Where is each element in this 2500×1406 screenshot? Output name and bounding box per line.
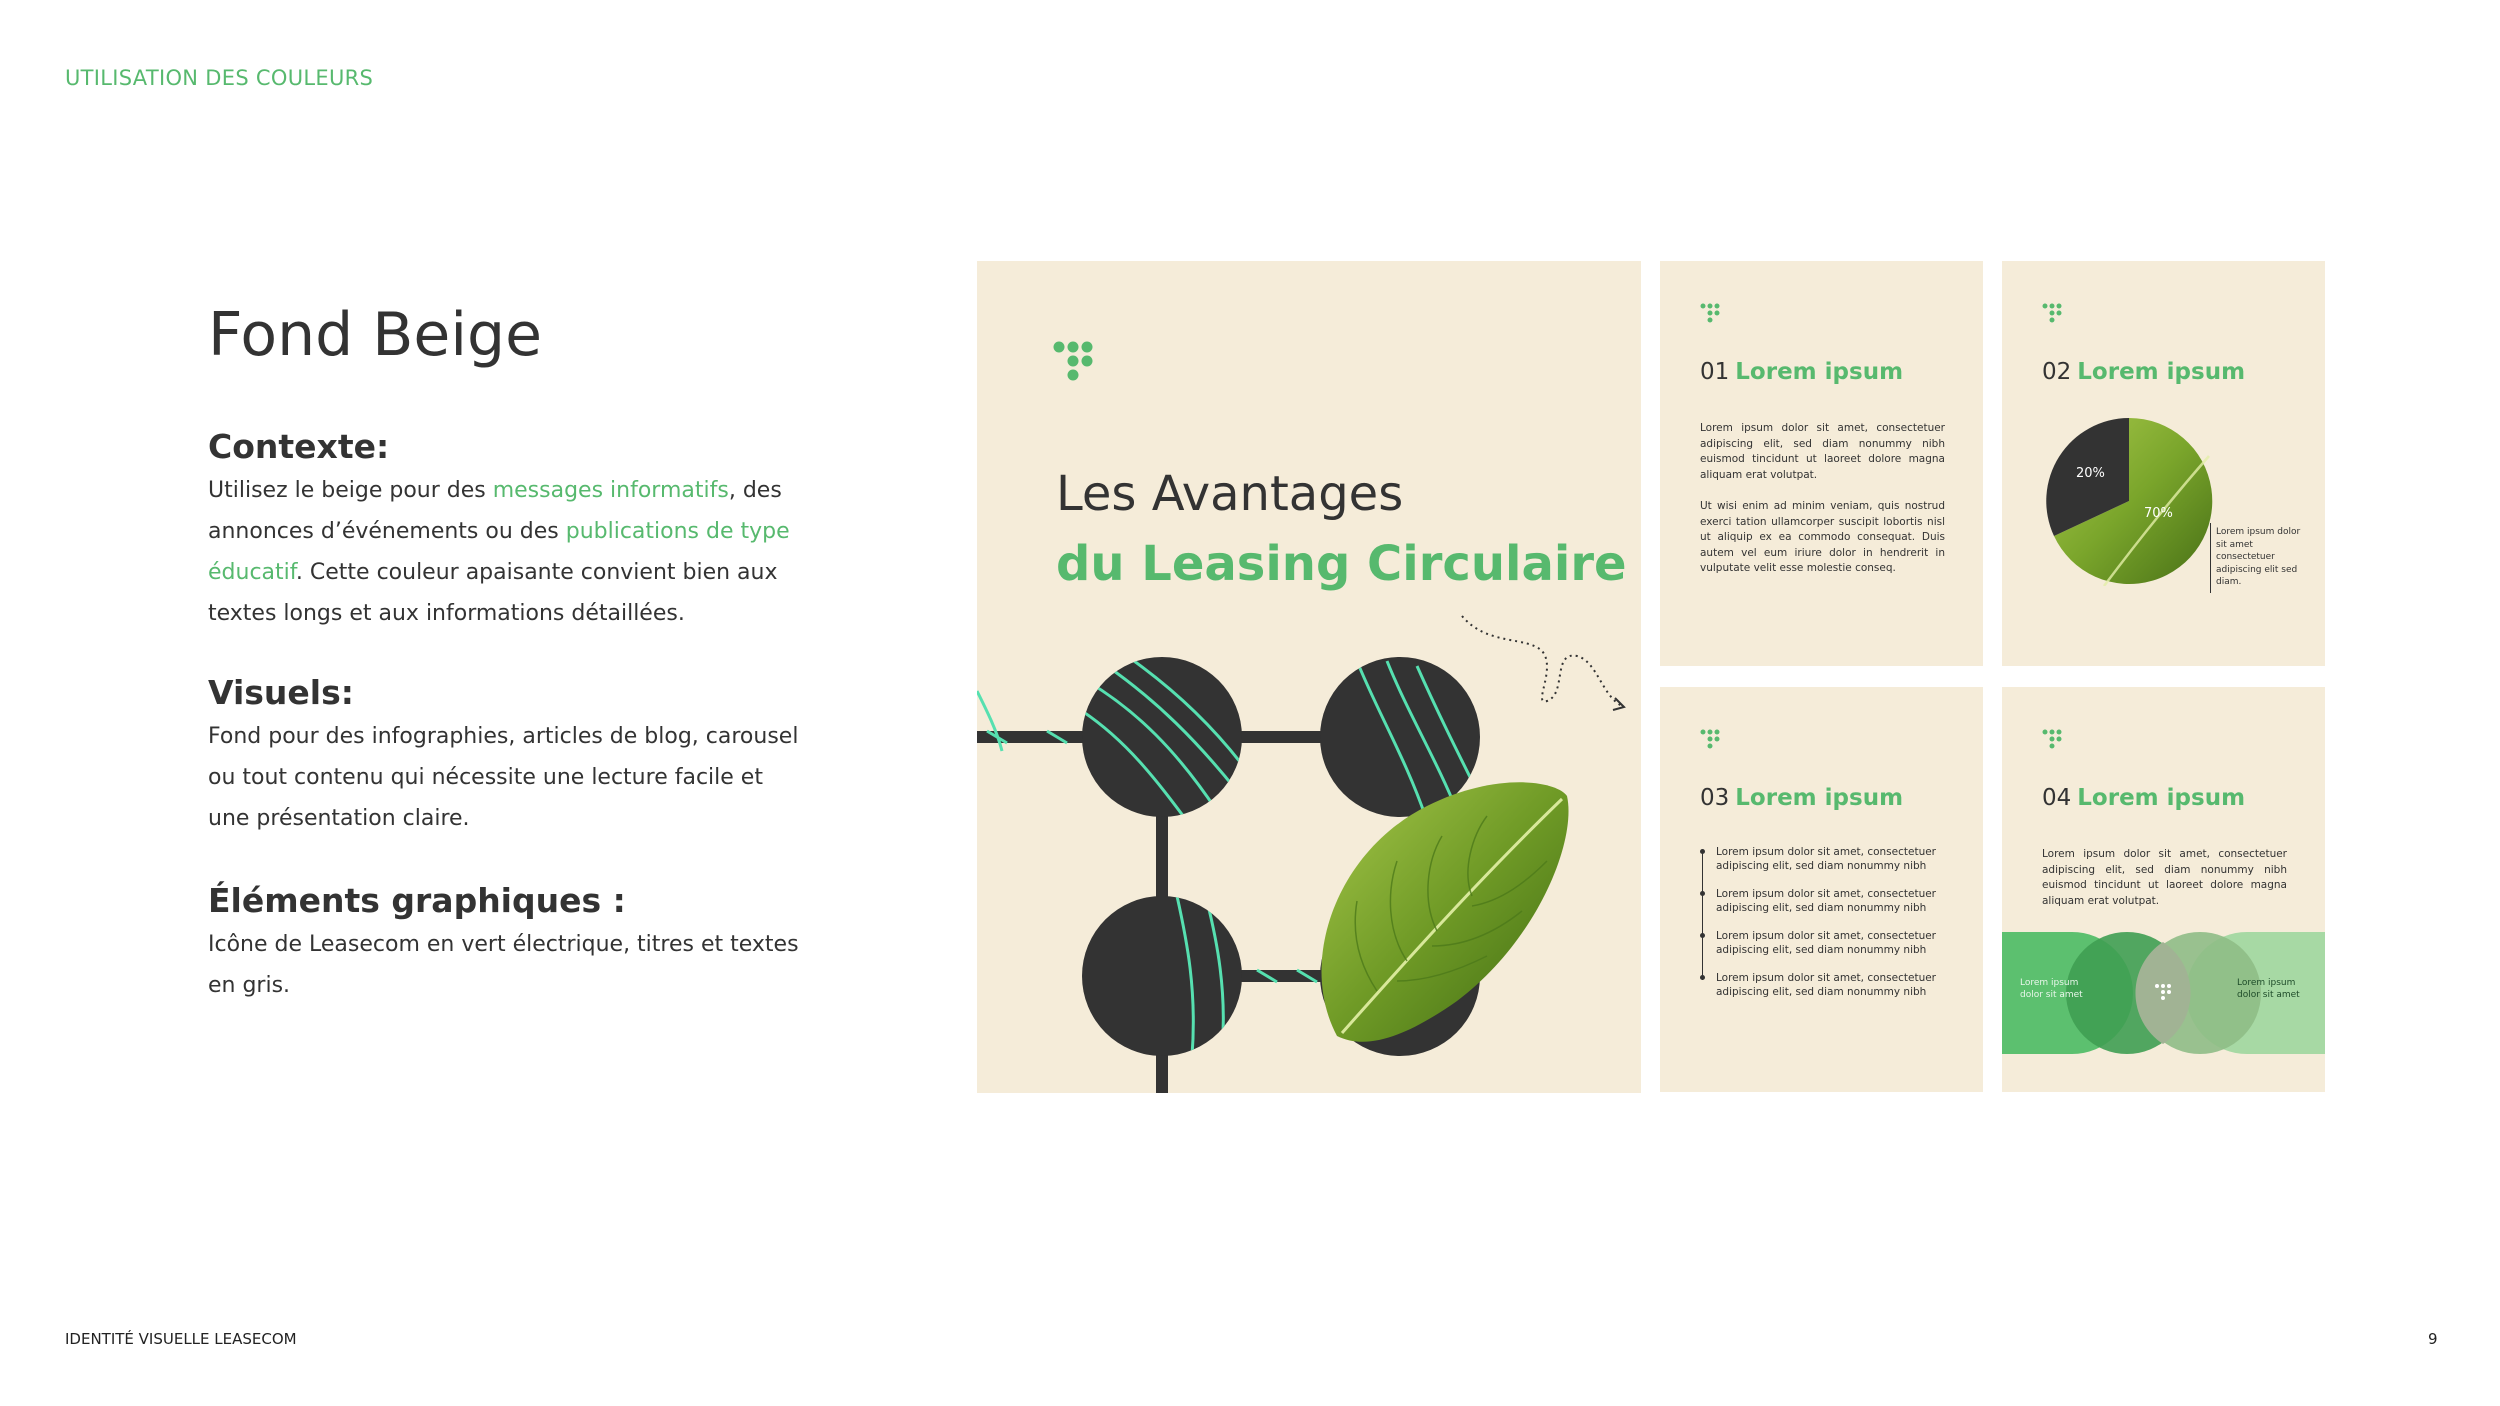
card-03-heading: 03 Lorem ipsum	[1700, 785, 1904, 811]
highlight-messages: messages informatifs	[492, 478, 729, 503]
page-title: Fond Beige	[208, 300, 543, 370]
leasecom-logo-icon	[1700, 729, 1722, 751]
card-01-paragraph-2: Ut wisi enim ad minim veniam, quis nostrud exerci tation ullamcorper suscipit lobortis nisl ut aliquip ex ea commodo consequat. Duis autem vel eum iriure dolor in hendrerit in vulputate velit esse molestie conseq.	[1700, 500, 1945, 574]
circle-network-illustration	[977, 641, 1641, 1093]
band-label-left: Lorem ipsum dolor sit amet	[2020, 978, 2083, 1000]
preview-card-02	[2002, 261, 2325, 666]
footer-title: IDENTITÉ VISUELLE LEASECOM	[65, 1330, 297, 1348]
leasecom-logo-icon	[2042, 729, 2064, 751]
visuels-text: Fond pour des infographies, articles de blog, carousel ou tout contenu qui nécessite une lecture facile et une présentation claire.	[208, 724, 799, 831]
contexte-text: Utilisez le beige pour des messages informatifs, des annonces d’événements ou des publications de type éducatif. Cette couleur apaisante convient bien aux textes longs et aux informations détaillées.	[208, 478, 790, 626]
list-item: Lorem ipsum dolor sit amet, consectetuer adipiscing elit, sed diam nonummy nibh	[1700, 971, 1961, 999]
card-03-bullets	[1700, 845, 1960, 1013]
card-02-heading: 02 Lorem ipsum	[2042, 359, 2246, 385]
leasecom-logo-icon	[2042, 303, 2064, 325]
band-label-right: Lorem ipsum dolor sit amet	[2237, 978, 2300, 1000]
leaf-illustration	[1321, 782, 1568, 1042]
list-item: Lorem ipsum dolor sit amet, consectetuer adipiscing elit, sed diam nonummy nibh	[1700, 887, 1961, 915]
card-04-heading: 04 Lorem ipsum	[2042, 785, 2246, 811]
card-01-heading: 01 Lorem ipsum	[1700, 359, 1904, 385]
main-title-line1: Les Avantages	[1056, 466, 1404, 522]
pie-note: Lorem ipsum dolor sit amet consectetuer adipiscing elit sed diam.	[2216, 527, 2301, 587]
main-preview-card	[977, 261, 1641, 1093]
contexte-heading: Contexte:	[208, 427, 390, 466]
preview-card-01	[1660, 261, 1983, 666]
preview-card-04	[2002, 687, 2325, 1092]
preview-card-03	[1660, 687, 1983, 1092]
visuels-heading: Visuels:	[208, 673, 354, 712]
leasecom-logo-icon	[1700, 303, 1722, 325]
list-item: Lorem ipsum dolor sit amet, consectetuer adipiscing elit, sed diam nonummy nibh	[1700, 845, 1961, 873]
card-01-paragraph-1: Lorem ipsum dolor sit amet, consectetuer adipiscing elit, sed diam nonummy nibh euismod tincidunt ut laoreet dolore magna aliquam erat volutpat.	[1700, 422, 1945, 481]
card-04-paragraph: Lorem ipsum dolor sit amet, consectetuer adipiscing elit, sed diam nonummy nibh euismod tincidunt ut laoreet dolore magna aliquam erat volutpat.	[2042, 848, 2287, 907]
leasecom-logo-icon	[1053, 341, 1103, 391]
highlight-publications: publications de type éducatif	[208, 519, 790, 585]
elements-heading: Éléments graphiques :	[208, 881, 626, 920]
section-label: UTILISATION DES COULEURS	[65, 66, 374, 90]
elements-text: Icône de Leasecom en vert électrique, titres et textes en gris.	[208, 932, 799, 998]
main-title-line2: du Leasing Circulaire	[1056, 536, 1627, 592]
pie-chart	[2044, 416, 2214, 586]
pie-label-70: 70%	[2144, 506, 2173, 521]
page-number: 9	[2428, 1330, 2438, 1348]
list-item: Lorem ipsum dolor sit amet, consectetuer adipiscing elit, sed diam nonummy nibh	[1700, 929, 1961, 957]
pie-note-line	[2210, 523, 2211, 593]
pie-label-20: 20%	[2076, 466, 2105, 481]
